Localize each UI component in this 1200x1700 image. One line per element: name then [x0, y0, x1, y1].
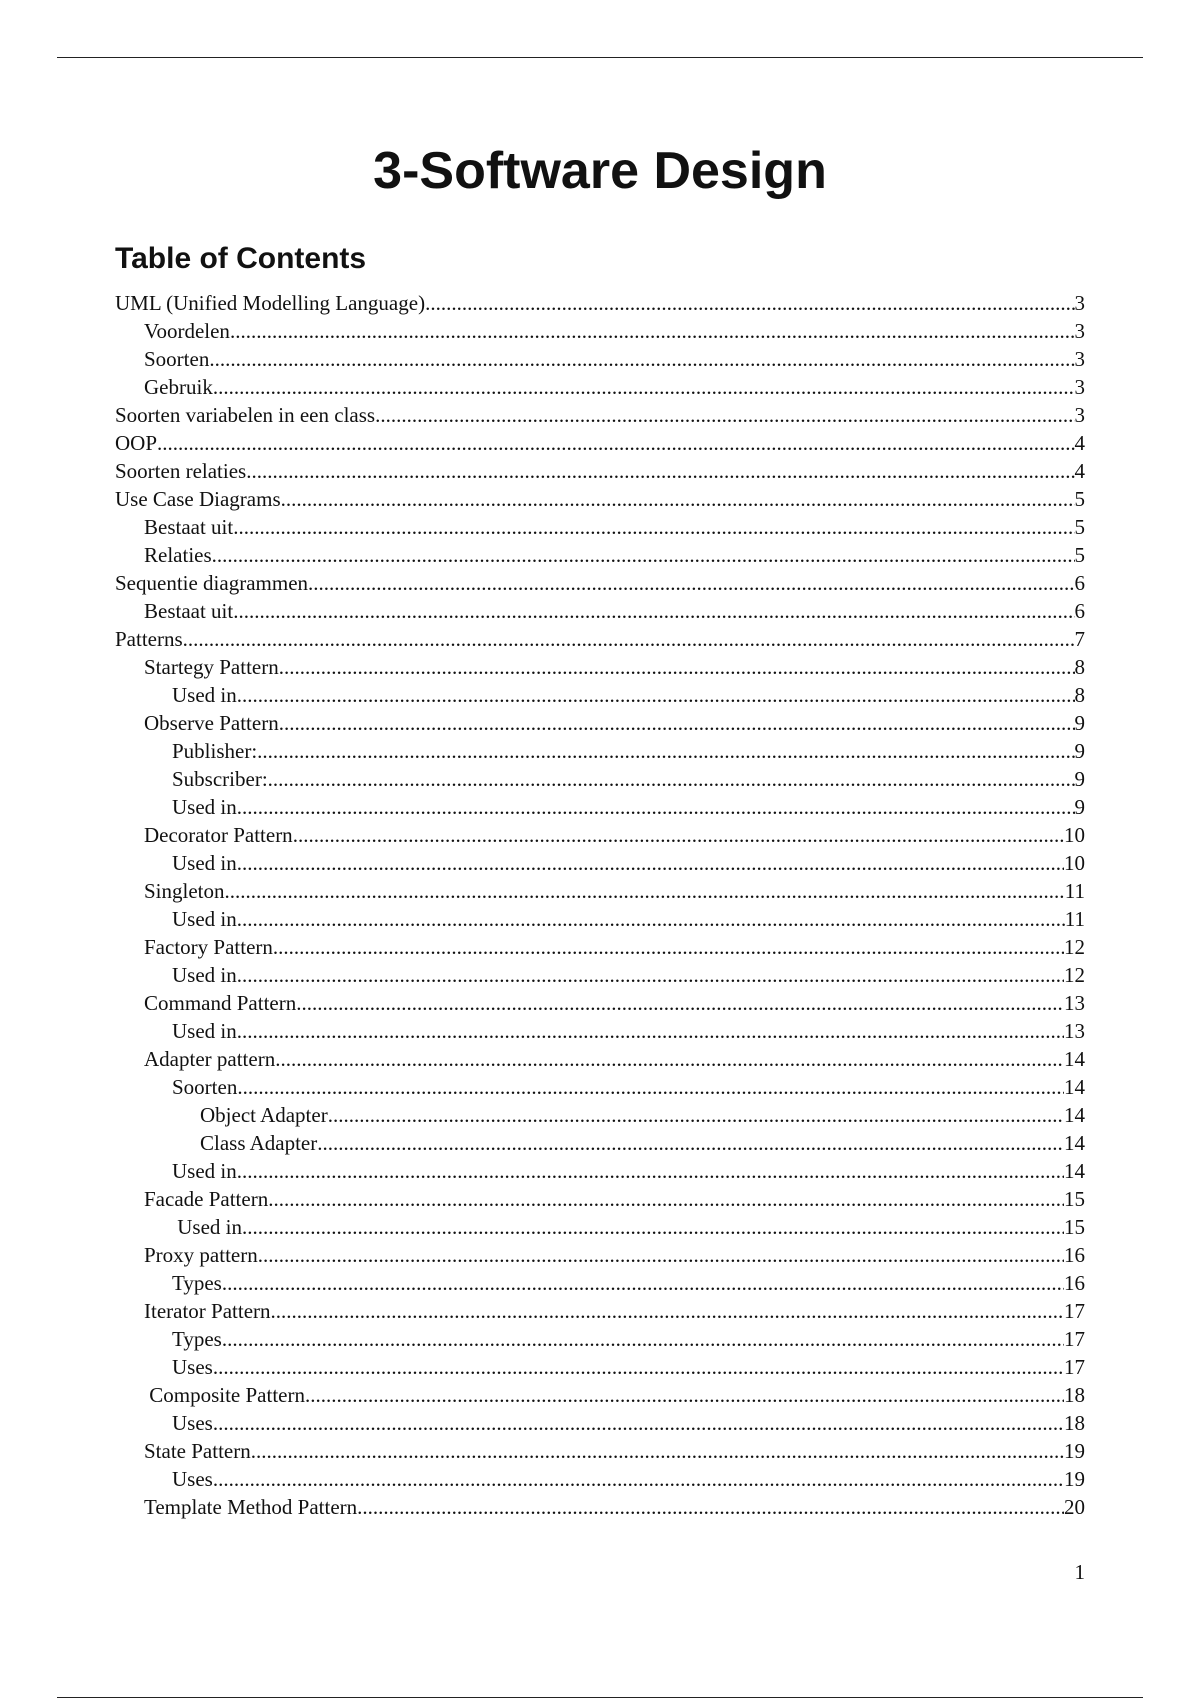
- toc-entry[interactable]: [115, 1213, 1085, 1241]
- toc-entry-title: Voordelen: [144, 319, 230, 343]
- toc-entry-title: State Pattern: [144, 1439, 251, 1463]
- toc-entry-title: Types: [172, 1271, 222, 1295]
- toc-entry-title: Uses: [172, 1355, 213, 1379]
- toc-entry-page: 9: [1074, 711, 1085, 735]
- toc-entry-page: 5: [1074, 515, 1085, 539]
- toc-entry[interactable]: [115, 1409, 1085, 1437]
- toc-dot-leader: [268, 765, 1075, 793]
- toc-entry-title: Iterator Pattern: [144, 1299, 271, 1323]
- toc-entry[interactable]: [115, 1465, 1085, 1493]
- toc-entry-page: 3: [1074, 319, 1085, 343]
- toc-dot-leader: [222, 1325, 1064, 1353]
- toc-entry-title: Factory Pattern: [144, 935, 273, 959]
- toc-dot-leader: [308, 569, 1074, 597]
- toc-entry-title: Sequentie diagrammen: [115, 571, 309, 595]
- toc-entry[interactable]: [115, 1381, 1085, 1409]
- toc-entry[interactable]: [115, 653, 1085, 681]
- toc-entry-title: Soorten variabelen in een class: [115, 403, 376, 427]
- toc-entry-title: Bestaat uit: [144, 515, 234, 539]
- toc-dot-leader: [296, 989, 1064, 1017]
- toc-entry[interactable]: [115, 1437, 1085, 1465]
- toc-entry-title: Used in: [172, 683, 237, 707]
- toc-entry[interactable]: [115, 1129, 1085, 1157]
- toc-entry-title: Adapter pattern: [144, 1047, 276, 1071]
- toc-entry-title: Facade Pattern: [144, 1187, 269, 1211]
- toc-entry-title: Class Adapter: [200, 1131, 318, 1155]
- toc-entry-title: Observe Pattern: [144, 711, 279, 735]
- toc-dot-leader: [209, 345, 1074, 373]
- toc-entry-page: 9: [1074, 739, 1085, 763]
- toc-entry-page: 16: [1064, 1243, 1085, 1267]
- toc-dot-leader: [317, 1129, 1064, 1157]
- toc-dot-leader: [225, 877, 1065, 905]
- toc-entry-title: Bestaat uit: [144, 599, 234, 623]
- toc-entry-title: Template Method Pattern: [144, 1495, 358, 1519]
- toc-entry-title: Command Pattern: [144, 991, 297, 1015]
- toc-dot-leader: [268, 1185, 1064, 1213]
- toc-entry-page: 4: [1074, 431, 1085, 455]
- toc-entry-page: 17: [1064, 1327, 1085, 1351]
- toc-entry[interactable]: [115, 961, 1085, 989]
- page-number: 1: [1074, 1560, 1085, 1584]
- toc-dot-leader: [237, 793, 1075, 821]
- toc-entry-page: 16: [1064, 1271, 1085, 1295]
- toc-entry-page: 11: [1064, 879, 1085, 903]
- toc-entry-page: 8: [1074, 683, 1085, 707]
- toc-entry[interactable]: [115, 317, 1085, 345]
- toc-entry[interactable]: [115, 1493, 1085, 1521]
- toc-entry-page: 3: [1074, 291, 1085, 315]
- toc-entry[interactable]: [115, 821, 1085, 849]
- toc-entry-page: 5: [1074, 487, 1085, 511]
- toc-entry-page: 15: [1064, 1215, 1085, 1239]
- toc-dot-leader: [213, 1409, 1064, 1437]
- toc-entry[interactable]: [115, 401, 1085, 429]
- toc-dot-leader: [279, 709, 1075, 737]
- toc-dot-leader: [237, 681, 1075, 709]
- toc-entry[interactable]: [115, 933, 1085, 961]
- toc-entry-title: Relaties: [144, 543, 212, 567]
- toc-entry[interactable]: [115, 1157, 1085, 1185]
- toc-entry-page: 17: [1064, 1299, 1085, 1323]
- toc-dot-leader: [157, 429, 1074, 457]
- toc-entry[interactable]: [115, 737, 1085, 765]
- toc-entry-title: Gebruik: [144, 375, 213, 399]
- toc-dot-leader: [237, 849, 1064, 877]
- toc-dot-leader: [271, 1297, 1064, 1325]
- toc-entry[interactable]: [115, 849, 1085, 877]
- toc-entry[interactable]: [115, 877, 1085, 905]
- toc-dot-leader: [357, 1493, 1064, 1521]
- toc-dot-leader: [246, 457, 1074, 485]
- toc-dot-leader: [258, 1241, 1064, 1269]
- toc-entry[interactable]: [115, 681, 1085, 709]
- toc-entry-title: Singleton: [144, 879, 225, 903]
- toc-dot-leader: [257, 737, 1074, 765]
- toc-dot-leader: [375, 401, 1074, 429]
- toc-entry[interactable]: [115, 1269, 1085, 1297]
- toc-entry-title: Used in: [172, 1019, 237, 1043]
- document-title: 3-Software Design: [373, 142, 827, 200]
- toc-entry-page: 9: [1074, 767, 1085, 791]
- toc-dot-leader: [275, 1045, 1064, 1073]
- toc-entry-page: 4: [1074, 459, 1085, 483]
- toc-entry[interactable]: [115, 569, 1085, 597]
- toc-entry-page: 10: [1064, 851, 1085, 875]
- toc-dot-leader: [222, 1269, 1064, 1297]
- toc-entry-title: Used in: [172, 963, 237, 987]
- toc-entry[interactable]: [115, 541, 1085, 569]
- toc-dot-leader: [233, 597, 1074, 625]
- toc-entry-title: Startegy Pattern: [144, 655, 279, 679]
- toc-entry-page: 15: [1064, 1187, 1085, 1211]
- toc-dot-leader: [279, 653, 1075, 681]
- toc-dot-leader: [328, 1101, 1064, 1129]
- toc-entry-page: 14: [1064, 1103, 1085, 1127]
- toc-entry-page: 6: [1074, 599, 1085, 623]
- toc-entry[interactable]: [115, 1325, 1085, 1353]
- toc-entry-page: 13: [1064, 1019, 1085, 1043]
- toc-entry-title: Decorator Pattern: [144, 823, 293, 847]
- toc-dot-leader: [425, 289, 1074, 317]
- toc-dot-leader: [183, 625, 1075, 653]
- toc-entry-title: Publisher:: [172, 739, 258, 763]
- toc-entry-title: Subscriber:: [172, 767, 268, 791]
- toc-entry-title: Used in: [172, 1159, 237, 1183]
- toc-entry[interactable]: [115, 1353, 1085, 1381]
- toc-heading: Table of Contents: [115, 242, 367, 275]
- toc-entry-page: 12: [1064, 935, 1085, 959]
- toc-entry-title: Object Adapter: [200, 1103, 328, 1127]
- toc-entry[interactable]: [115, 905, 1085, 933]
- toc-dot-leader: [212, 541, 1075, 569]
- toc-entry-title: Uses: [172, 1467, 213, 1491]
- toc-entry[interactable]: [115, 1017, 1085, 1045]
- toc-entry-page: 14: [1064, 1075, 1085, 1099]
- toc-entry[interactable]: [115, 1241, 1085, 1269]
- toc-entry-title: Used in: [172, 1215, 242, 1239]
- toc-entry[interactable]: [115, 1045, 1085, 1073]
- toc-entry-page: 6: [1074, 571, 1085, 595]
- footer-rule: [57, 1697, 1143, 1698]
- toc-entry-page: 5: [1074, 543, 1085, 567]
- toc-entry-page: 3: [1074, 375, 1085, 399]
- toc-entry[interactable]: [115, 709, 1085, 737]
- toc-entry[interactable]: [115, 457, 1085, 485]
- toc-entry[interactable]: [115, 597, 1085, 625]
- toc-dot-leader: [237, 1157, 1064, 1185]
- toc-dot-leader: [242, 1213, 1064, 1241]
- toc-dot-leader: [251, 1437, 1064, 1465]
- toc-entry[interactable]: [115, 345, 1085, 373]
- toc-dot-leader: [237, 1073, 1064, 1101]
- toc-entry[interactable]: [115, 765, 1085, 793]
- toc-entry-title: Used in: [172, 907, 237, 931]
- toc-entry-title: Used in: [172, 795, 237, 819]
- toc-entry[interactable]: [115, 1073, 1085, 1101]
- toc-entry-title: Composite Pattern: [144, 1383, 305, 1407]
- toc-entry-page: 18: [1064, 1383, 1085, 1407]
- toc-entry-title: Soorten relaties: [115, 459, 247, 483]
- toc-dot-leader: [230, 317, 1075, 345]
- toc-entry-title: Uses: [172, 1411, 213, 1435]
- toc-entry[interactable]: [115, 289, 1085, 317]
- toc-entry-page: 7: [1074, 627, 1085, 651]
- toc-entry-page: 14: [1064, 1159, 1085, 1183]
- toc-entry-title: OOP: [115, 431, 158, 455]
- toc-entry-page: 9: [1074, 795, 1085, 819]
- toc-entry[interactable]: [115, 793, 1085, 821]
- toc-dot-leader: [237, 961, 1064, 989]
- toc-entry[interactable]: [115, 513, 1085, 541]
- toc-entry-page: 19: [1064, 1467, 1085, 1491]
- toc-entry[interactable]: [115, 1101, 1085, 1129]
- toc-entry[interactable]: [115, 373, 1085, 401]
- toc-dot-leader: [237, 905, 1065, 933]
- toc-entry-title: Proxy pattern: [144, 1243, 258, 1267]
- toc-entry[interactable]: [115, 989, 1085, 1017]
- toc-entry[interactable]: [115, 1185, 1085, 1213]
- toc-entry-title: Types: [172, 1327, 222, 1351]
- toc-entry-page: 11: [1064, 907, 1085, 931]
- toc-entry-page: 13: [1064, 991, 1085, 1015]
- toc-dot-leader: [273, 933, 1064, 961]
- toc-entry-page: 19: [1064, 1439, 1085, 1463]
- toc-entry-title: Soorten: [172, 1075, 238, 1099]
- toc-entry[interactable]: [115, 625, 1085, 653]
- toc-entry[interactable]: [115, 1297, 1085, 1325]
- toc-entry-title: Use Case Diagrams: [115, 487, 281, 511]
- toc-entry-title: Patterns: [115, 627, 183, 651]
- toc-dot-leader: [213, 1353, 1064, 1381]
- toc-entry[interactable]: [115, 429, 1085, 457]
- toc-dot-leader: [305, 1381, 1064, 1409]
- header-rule: [57, 57, 1143, 58]
- toc-entry-page: 18: [1064, 1411, 1085, 1435]
- toc-dot-leader: [233, 513, 1074, 541]
- toc-entry-page: 3: [1074, 403, 1085, 427]
- toc-dot-leader: [293, 821, 1064, 849]
- toc-entry-page: 14: [1064, 1047, 1085, 1071]
- toc-entry-page: 12: [1064, 963, 1085, 987]
- toc-dot-leader: [281, 485, 1075, 513]
- toc-dot-leader: [237, 1017, 1064, 1045]
- toc-entry-page: 20: [1064, 1495, 1085, 1519]
- table-of-contents: [115, 289, 1085, 1521]
- toc-entry[interactable]: [115, 485, 1085, 513]
- toc-dot-leader: [213, 1465, 1064, 1493]
- toc-entry-title: Soorten: [144, 347, 210, 371]
- toc-entry-page: 8: [1074, 655, 1085, 679]
- toc-entry-page: 10: [1064, 823, 1085, 847]
- toc-dot-leader: [213, 373, 1075, 401]
- toc-entry-title: UML (Unified Modelling Language): [115, 291, 426, 315]
- toc-entry-page: 14: [1064, 1131, 1085, 1155]
- toc-entry-page: 17: [1064, 1355, 1085, 1379]
- toc-entry-title: Used in: [172, 851, 237, 875]
- toc-entry-page: 3: [1074, 347, 1085, 371]
